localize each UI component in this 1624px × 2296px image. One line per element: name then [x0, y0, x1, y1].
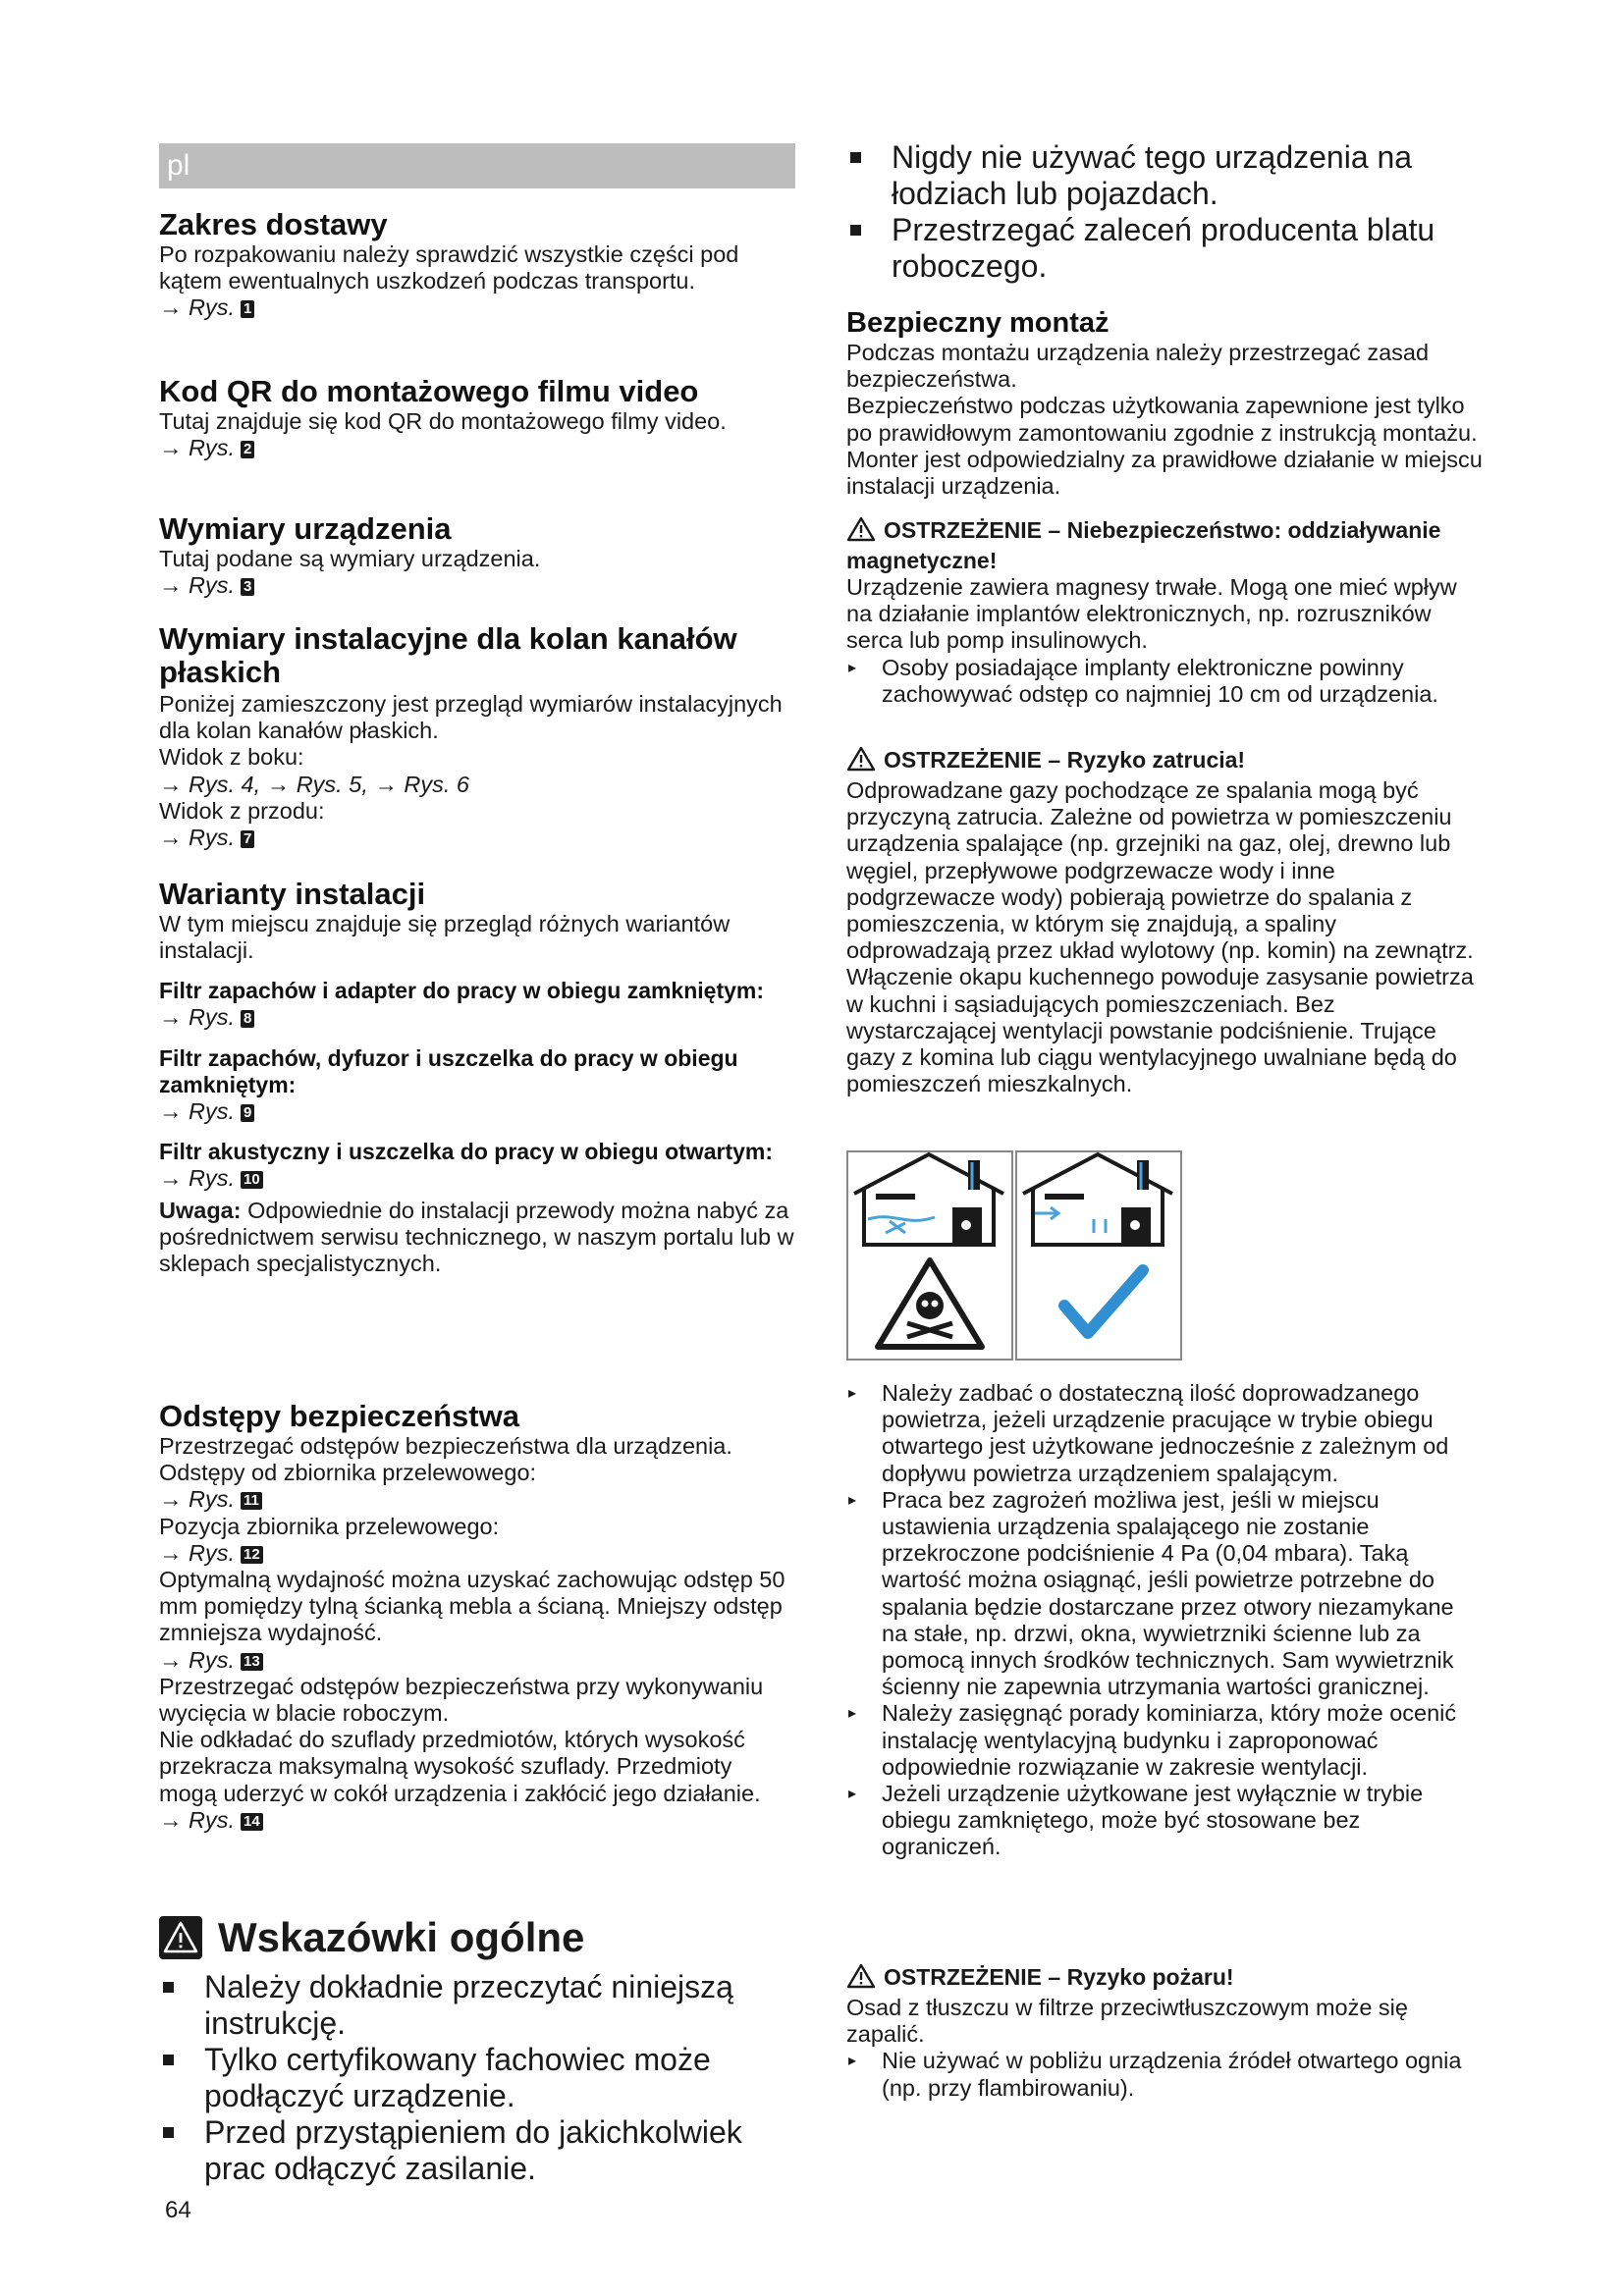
language-bar: [159, 143, 795, 188]
section-text: Po rozpakowaniu należy sprawdzić wszystkie części pod kątem ewentualnych uszkodzeń podczas transportu.: [159, 241, 739, 294]
figure-reference: → Rys. 7: [159, 825, 795, 851]
list-item: ▸ Należy zadbać o dostateczną ilość doprowadzanego powietrza, jeżeli urządzenie pracujące w trybie obiegu otwartego jest użytkowane jednocześnie z zależnym od dopływu powietrza urządzeniem spalającym.: [846, 1380, 1485, 1487]
paragraph: Przestrzegać odstępów bezpieczeństwa przy wykonywaniu wycięcia w blacie roboczym.: [159, 1673, 764, 1727]
figure-number-box: 11: [241, 1492, 262, 1510]
note-label: Uwaga:: [159, 1198, 242, 1224]
figure-number-box: 7: [241, 830, 254, 848]
section-text: Tutaj podane są wymiary urządzenia.: [159, 546, 541, 571]
figure-number-box: 1: [241, 300, 254, 318]
section-safe-installation: [846, 306, 1485, 500]
side-view-reference: → Rys. 4, → Rys. 5, → Rys. 6: [159, 771, 469, 797]
page-number: 64: [165, 2197, 191, 2223]
warning-icon: [159, 1916, 202, 1959]
figure-reference: → Rys. 9: [159, 1098, 795, 1125]
paragraph: Pozycja zbiornika przelewowego:: [159, 1513, 500, 1539]
section-dimensions: [159, 512, 795, 599]
list-item: Przed przystąpieniem do jakichkolwiek prac odłączyć zasilanie.: [159, 2114, 795, 2187]
section-qr: [159, 375, 795, 461]
figure-number-box: 13: [241, 1653, 263, 1671]
section-title: Bezpieczny montaż: [846, 307, 1110, 339]
warning-text: Urządzenie zawiera magnesy trwałe. Mogą one mieć wpływ na działanie implantów elektronicznych, np. rozruszników serca lub pomp insulinowych.: [846, 574, 1457, 654]
list-item: ▸ Praca bez zagrożeń możliwa jest, jeśli w miejscu ustawienia urządzenia spalającego nie zostanie przekroczone podciśnienie 4 Pa (0,04 mbara). Taką wartość można osiągnąć, jeśli powietrze potrzebne do spalania będzie dostarczane przez otwory niezamykane na stałe, np. drzwi, okna, wywietrzniki ścienne lub za pomocą innych środków technicznych. Sam wywietrznik ścienny nie zapewnia utrzymania wartości granicznej.: [846, 1487, 1485, 1701]
warning-actions: [846, 2048, 1485, 2101]
section-title: Kod QR do montażowego filmu video: [159, 374, 699, 408]
list-item: ▸ Nie używać w pobliżu urządzenia źródeł otwartego ognia (np. przy flambirowaniu).: [846, 2048, 1485, 2101]
section-title: Wymiary urządzenia: [159, 511, 452, 546]
list-item: Przestrzegać zaleceń producenta blatu roboczego.: [846, 212, 1485, 285]
figure-number-box: 14: [241, 1813, 263, 1831]
variant-title: Filtr zapachów, dyfuzor i uszczelka do pracy w obiegu zamkniętym:: [159, 1044, 738, 1097]
section-title: Wymiary instalacyjne dla kolan kanałów płaskich: [159, 621, 737, 689]
warning-text: Osad z tłuszczu w filtrze przeciwtłuszczowym może się zapalić.: [846, 1995, 1408, 2048]
figure-reference: → Rys. 8: [159, 1004, 795, 1031]
paragraph: Nie odkładać do szuflady przedmiotów, których wysokość przekracza maksymalną wysokość szuflady. Przedmioty mogą uderzyć w cokół urządzenia i zakłócić jego działanie.: [159, 1727, 761, 1806]
poisoning-actions: [846, 1380, 1485, 1861]
language-code: pl: [167, 149, 190, 182]
ventilation-illustration: [846, 1150, 1182, 1361]
paragraph: Optymalną wydajność można uzyskać zachowując odstęp 50 mm pomiędzy tylną ścianką mebla a ścianą. Mniejszy odstęp zmniejsza wydajność.: [159, 1567, 785, 1646]
figure-number-box: 10: [241, 1171, 263, 1189]
general-notes-list: [159, 1969, 795, 2187]
paragraph: Przestrzegać odstępów bezpieczeństwa dla urządzenia.: [159, 1433, 732, 1459]
list-item: ▸ Osoby posiadające implanty elektroniczne powinny zachowywać odstęp co najmniej 10 cm od urządzenia.: [846, 655, 1485, 708]
warning-heading: OSTRZEŻENIE – Niebezpieczeństwo: oddziaływanie magnetyczne!: [846, 517, 1441, 573]
figure-number-box: 12: [241, 1546, 263, 1564]
figure-reference: → Rys. 14: [159, 1807, 795, 1834]
figure-number-box: 3: [241, 578, 254, 596]
section-text: W tym miejscu znajduje się przegląd różnych wariantów instalacji.: [159, 911, 731, 964]
figure-number-box: 9: [241, 1104, 254, 1122]
warning-text: Odprowadzane gazy pochodzące ze spalania mogą być przyczyną zatrucia. Zależne od powietrza w pomieszczeniu urządzenia spalające (np. grzejniki na gaz, olej, drewno lub węgiel, przepływowe podgrzewacze wody i inne podgrzewacze wody) pobierają powietrze do spalania z pomieszczenia, w którym się znajdują, a spaliny odprowadzają przez układ wylotowy (np. komin) na zewnątrz. Włączenie okapu kuchennego powoduje zasysanie powietrza w kuchni i sąsiadujących pomieszczeniach. Bez wystarczającej wentylacji powstanie podciśnienie. Trujące gazy z komina lub ciągu wentylacyjnego uwalniane będą do pomieszczeń mieszkalnych.: [846, 777, 1474, 1097]
note: [159, 1198, 795, 1278]
list-item: Należy dokładnie przeczytać niniejszą instrukcję.: [159, 1969, 795, 2042]
figure-reference: → Rys. 2: [159, 435, 795, 461]
paragraph: Bezpieczeństwo podczas użytkowania zapewnione jest tylko po prawidłowym zamontowaniu zgodnie z instrukcją montażu. Monter jest odpowiedzialny za prawidłowe działanie w miejscu instalacji urządzenia.: [846, 393, 1483, 500]
warning-triangle-icon: [846, 1963, 876, 1995]
figure-reference: → Rys. 13: [159, 1647, 795, 1674]
warning-magnetic: [846, 516, 1485, 708]
general-notes-list-continued: [846, 139, 1485, 285]
section-general-notes: [159, 1914, 795, 2187]
figure-reference: → Rys. 3: [159, 572, 795, 599]
section-title: Warianty instalacji: [159, 877, 426, 911]
paragraph: Odstępy od zbiornika przelewowego:: [159, 1460, 537, 1486]
warning-heading: OSTRZEŻENIE – Ryzyko zatrucia!: [846, 746, 1485, 777]
section-text: Poniżej zamieszczony jest przegląd wymiarów instalacyjnych dla kolan kanałów płaskich.: [159, 691, 783, 744]
warning-actions: [846, 655, 1485, 708]
section-safety-distances: [159, 1400, 795, 1834]
figure-number-box: 8: [241, 1010, 254, 1028]
figure-number-box: 2: [241, 441, 254, 458]
section-installation-variants: [159, 878, 795, 1278]
list-item: ▸ Jeżeli urządzenie użytkowane jest wyłącznie w trybie obiegu zamkniętego, może być stosowane bez ograniczeń.: [846, 1781, 1485, 1861]
warning-poisoning: [846, 746, 1485, 1097]
section-title: Wskazówki ogólne: [218, 1914, 585, 1960]
side-view-label: Widok z boku:: [159, 744, 304, 771]
list-item: Nigdy nie używać tego urządzenia na łodziach lub pojazdach.: [846, 139, 1485, 212]
variant-title: Filtr zapachów i adapter do pracy w obiegu zamkniętym:: [159, 978, 765, 1004]
front-view-label: Widok z przodu:: [159, 797, 325, 824]
figure-reference: → Rys. 1: [159, 294, 795, 321]
paragraph: Podczas montażu urządzenia należy przestrzegać zasad bezpieczeństwa.: [846, 340, 1430, 393]
figure-reference: → Rys. 11: [159, 1486, 795, 1513]
warning-fire: [846, 1963, 1485, 2102]
warning-triangle-icon: [846, 746, 876, 777]
section-installation-dimensions: [159, 622, 795, 851]
warning-heading: OSTRZEŻENIE – Ryzyko pożaru!: [846, 1963, 1485, 1995]
note-text: Odpowiednie do instalacji przewody można nabyć za pośrednictwem serwisu technicznego, w naszym portalu lub w sklepach specjalistycznych.: [159, 1198, 794, 1277]
figure-reference: → Rys. 10: [159, 1165, 795, 1192]
list-item: Tylko certyfikowany fachowiec może podłączyć urządzenie.: [159, 2042, 795, 2114]
section-title: Zakres dostawy: [159, 207, 388, 241]
section-text: Tutaj znajduje się kod QR do montażowego filmy video.: [159, 408, 727, 434]
variant-title: Filtr akustyczny i uszczelka do pracy w obiegu otwartym:: [159, 1138, 773, 1164]
section-title: Odstępy bezpieczeństwa: [159, 1399, 519, 1433]
section-title-row: [159, 1914, 795, 1961]
figure-reference: → Rys. 12: [159, 1540, 795, 1567]
warning-triangle-icon: [846, 516, 876, 548]
section-delivery: [159, 208, 795, 322]
list-item: ▸ Należy zasięgnąć porady kominiarza, który może ocenić instalację wentylacyjną budynku i zaproponować odpowiednie rozwiązanie w zakresie wentylacji.: [846, 1700, 1485, 1781]
